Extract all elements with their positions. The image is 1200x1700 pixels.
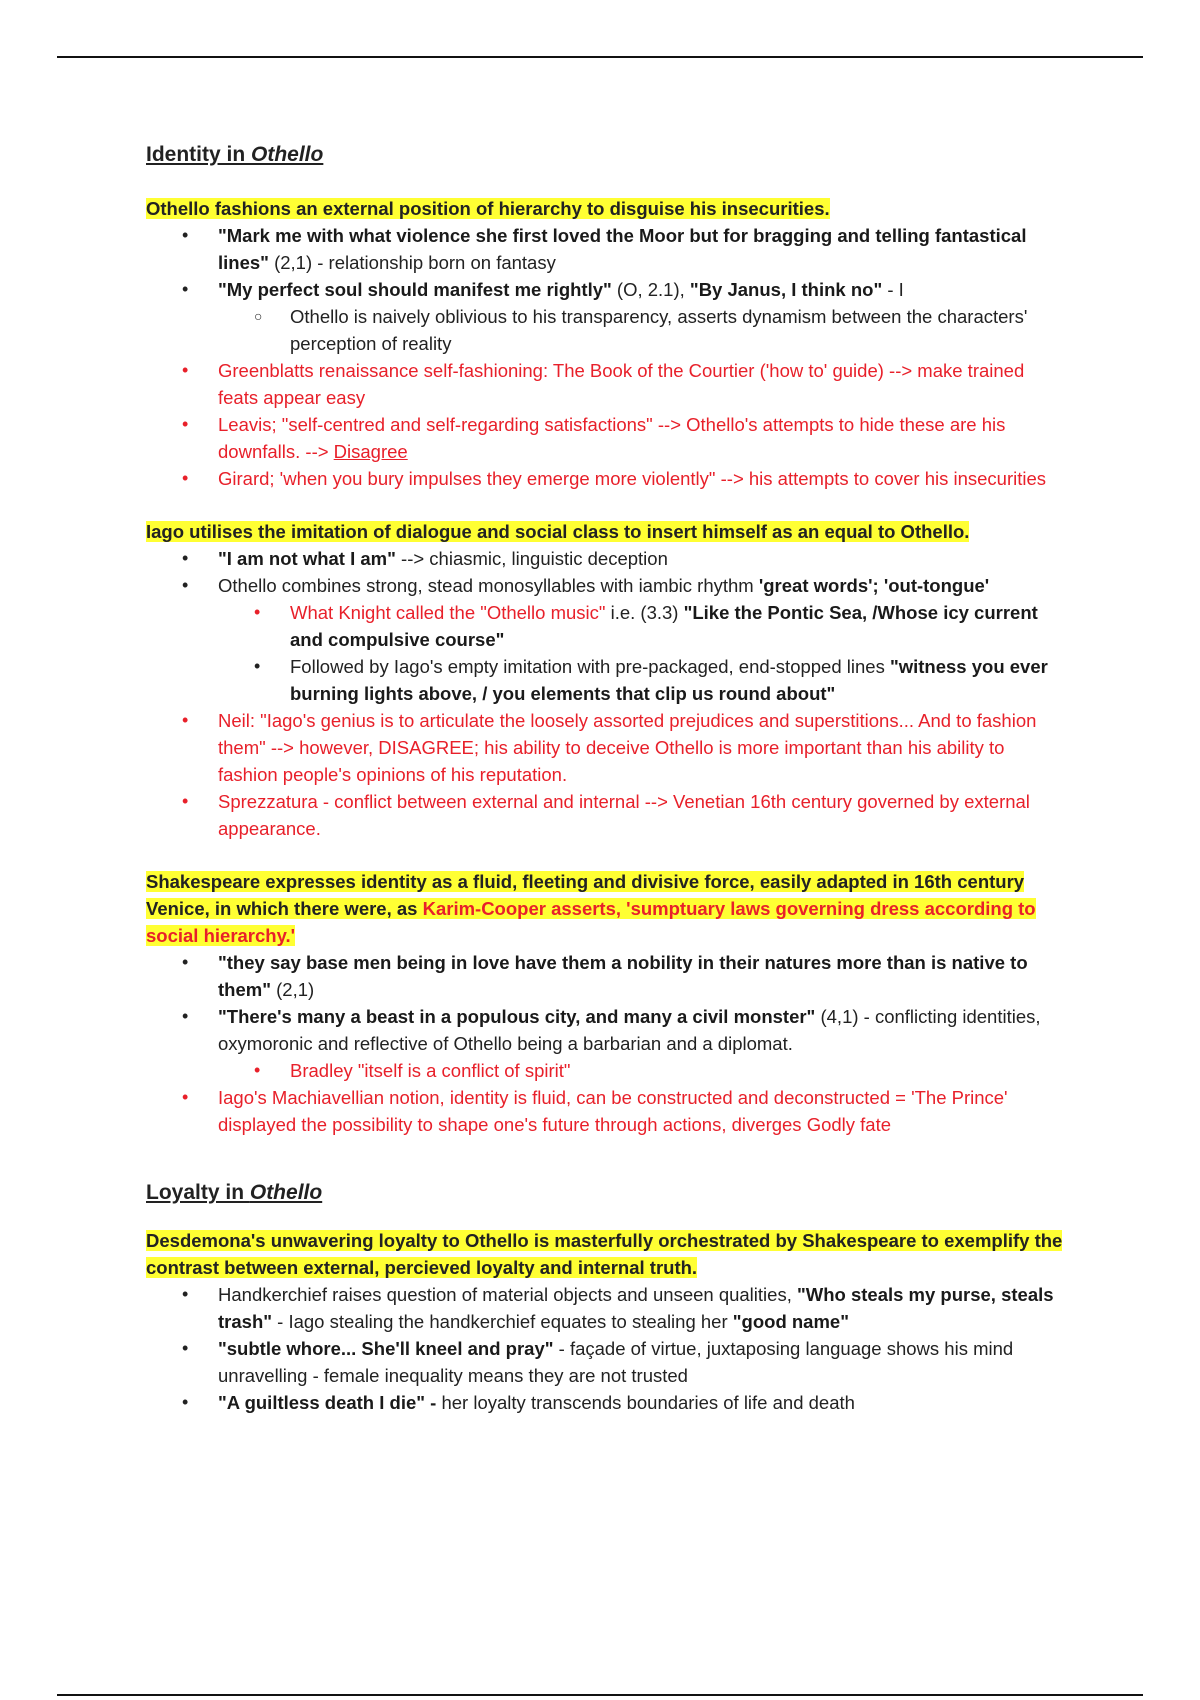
thesis-3: Shakespeare expresses identity as a fluid, fleeting and divisive force, easily adapted in 16th century Venice, in which there were, as Karim-Cooper asserts, 'sumptuary laws governing dress according to social hierarchy.': [146, 871, 1036, 947]
list-item: • Iago's Machiavellian notion, identity is fluid, can be constructed and deconstructed = 'The Prince' displayed the possibility to shape one's future through actions, diverges Godly fate: [182, 1087, 1008, 1136]
footer-rule: [57, 1694, 1143, 1696]
list-item: • Handkerchief raises question of material objects and unseen qualities, "Who steals my purse, steals trash" - Iago stealing the handkerchief equates to stealing her "good name": [182, 1284, 1054, 1333]
list-item: • "Mark me with what violence she first loved the Moor but for bragging and telling fantastical lines" (2,1) - relationship born on fantasy: [182, 225, 1027, 274]
list-item: • "A guiltless death I die" - her loyalty transcends boundaries of life and death: [182, 1392, 855, 1414]
list-item: • Sprezzatura - conflict between external and internal --> Venetian 16th century governed by external appearance.: [182, 791, 1030, 840]
list-item: • Followed by Iago's empty imitation with pre-packaged, end-stopped lines "witness you ever burning lights above, / you elements that clip us round about": [254, 656, 1048, 705]
identity-point-3: [146, 868, 1066, 1138]
thesis-4: Desdemona's unwavering loyalty to Othello is masterfully orchestrated by Shakespeare to exemplify the contrast between external, percieved loyalty and internal truth.: [146, 1230, 1063, 1279]
identity-title: Identity in Othello: [146, 143, 324, 166]
identity-point-2: [146, 518, 1066, 842]
thesis-1: Othello fashions an external position of hierarchy to disguise his insecurities.: [146, 198, 830, 220]
list-item: • Othello combines strong, stead monosyllables with iambic rhythm 'great words'; 'out-tongue': [182, 575, 990, 597]
list-item: • "they say base men being in love have them a nobility in their natures more than is native to them" (2,1): [182, 952, 1028, 1001]
list-item: • Bradley "itself is a conflict of spirit": [254, 1060, 571, 1082]
header-rule: [57, 56, 1143, 58]
list-item: • Greenblatts renaissance self-fashioning: The Book of the Courtier ('how to' guide) --> make trained feats appear easy: [182, 360, 1025, 409]
list-item: • "subtle whore... She'll kneel and pray" - façade of virtue, juxtaposing language shows his mind unravelling - female inequality means they are not trusted: [182, 1338, 1014, 1387]
list-item: • What Knight called the "Othello music" i.e. (3.3) "Like the Pontic Sea, /Whose icy current and compulsive course": [254, 602, 1038, 651]
list-item: • "I am not what I am" --> chiasmic, linguistic deception: [182, 548, 668, 570]
document-page: [146, 142, 1066, 1442]
thesis-2: Iago utilises the imitation of dialogue and social class to insert himself as an equal to Othello.: [146, 521, 970, 543]
list-item: • "There's many a beast in a populous city, and many a civil monster" (4,1) - conflicting identities, oxymoronic and reflective of Othello being a barbarian and a diplomat.: [182, 1006, 1041, 1055]
list-item: • "My perfect soul should manifest me rightly" (O, 2.1), "By Janus, I think no" - I: [182, 279, 904, 301]
list-item: • Girard; 'when you bury impulses they emerge more violently" --> his attempts to cover his insecurities: [182, 468, 1047, 490]
identity-point-1: [146, 195, 1066, 492]
loyalty-point-1: [146, 1227, 1066, 1416]
list-item: • Leavis; "self-centred and self-regarding satisfactions" --> Othello's attempts to hide these are his downfalls. --> Disagree: [182, 414, 1006, 463]
list-item: • Neil: "Iago's genius is to articulate the loosely assorted prejudices and superstitions... And to fashion them" --> however, DISAGREE; his ability to deceive Othello is more important than his ability to fashion people's opinions of his reputation.: [182, 710, 1037, 786]
list-item: ○ Othello is naively oblivious to his transparency, asserts dynamism between the characters' perception of reality: [254, 306, 1028, 355]
loyalty-title: Loyalty in Othello: [146, 1181, 323, 1205]
